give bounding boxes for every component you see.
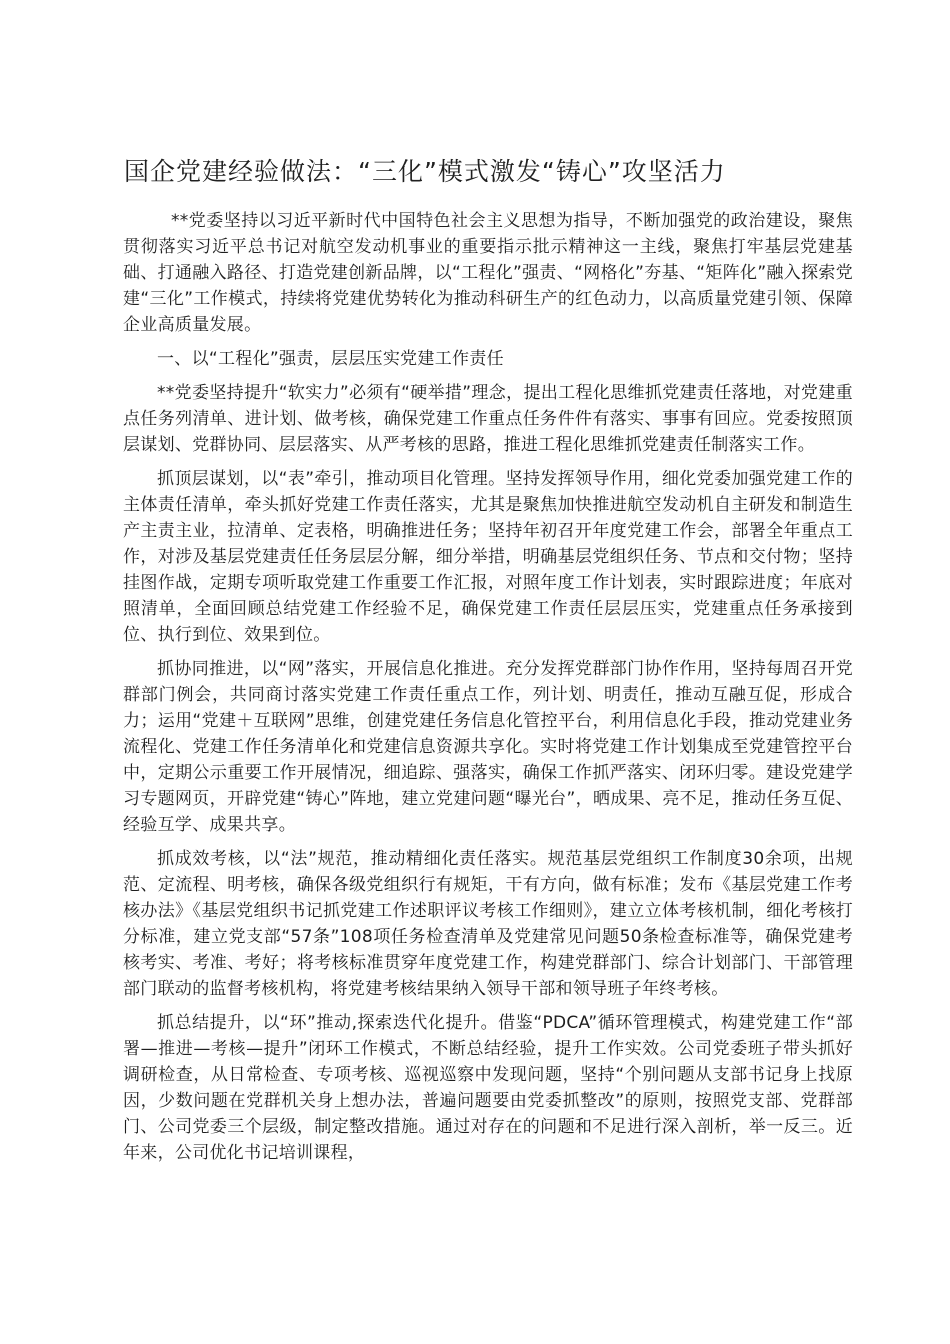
document-title: 国企党建经验做法：“三化”模式激发“铸心”攻坚活力 xyxy=(124,157,726,186)
body-paragraph: 抓成效考核，以“法”规范，推动精细化责任落实。规范基层党组织工作制度30余项，出规范、定流程、明考核，确保各级党组织行有规矩，干有方向，做有标准；发布《基层党建工作考核办法》《基层党组织书记抓党建工作述职评议考核工作细则》，建立立体考核机制，细化考核打分标准，建立党支部“57条”108项任务检查清单及党建常见问题50条检查标准等，确保党建考核考实、考准、考好；将考核标准贯穿年度党建工作，构建党群部门、综合计划部门、干部管理部门联动的监督考核机构，将党建考核结果纳入领导干部和领导班子年终考核。 xyxy=(123,849,853,999)
body-paragraph: 抓协同推进，以“网”落实，开展信息化推进。充分发挥党群部门协作作用，坚持每周召开党群部门例会，共同商讨落实党建工作责任重点工作，列计划、明责任，推动互融互促，形成合力；运用“党建＋互联网”思维，创建党建任务信息化管控平台，利用信息化手段，推动党建业务流程化、党建工作任务清单化和党建信息资源共享化。实时将党建工作计划集成至党建管控平台中，定期公示重要工作开展情况，细追踪、强落实，确保工作抓严落实、闭环归零。建设党建学习专题网页，开辟党建“铸心”阵地，建立党建问题“曝光台”，晒成果、亮不足，推动任务互促、经验互学、成果共享。 xyxy=(123,659,853,835)
document-body xyxy=(123,208,853,1174)
body-paragraph: **党委坚持提升“软实力”必须有“硬举措”理念，提出工程化思维抓党建责任落地，对党建重点任务列清单、进计划、做考核，确保党建工作重点任务件件有落实、事事有回应。党委按照顶层谋划、党群协同、层层落实、从严考核的思路，推进工程化思维抓党建责任制落实工作。 xyxy=(123,383,853,455)
body-paragraph: 抓总结提升，以“环”推动,探索迭代化提升。借鉴“PDCA”循环管理模式，构建党建工作“部署—推进—考核—提升”闭环工作模式，不断总结经验，提升工作实效。公司党委班子带头抓好调研检查，从日常检查、专项考核、巡视巡察中发现问题，坚持“个别问题从支部书记身上找原因，少数问题在党群机关身上想办法，普遍问题要由党委抓整改”的原则，按照党支部、党群部门、公司党委三个层级，制定整改措施。通过对存在的问题和不足进行深入剖析，举一反三。近年来，公司优化书记培训课程， xyxy=(123,1013,853,1163)
intro-paragraph: **党委坚持以习近平新时代中国特色社会主义思想为指导，不断加强党的政治建设，聚焦贯彻落实习近平总书记对航空发动机事业的重要指示批示精神这一主线，聚焦打牢基层党建基础、打通融入路径、打造党建创新品牌，以“工程化”强责、“网格化”夯基、“矩阵化”融入探索党建“三化”工作模式，持续将党建优势转化为推动科研生产的红色动力，以高质量党建引领、保障企业高质量发展。 xyxy=(123,211,853,335)
body-paragraph: 抓顶层谋划，以“表”牵引，推动项目化管理。坚持发挥领导作用，细化党委加强党建工作的主体责任清单，牵头抓好党建工作责任落实，尤其是聚焦加快推进航空发动机自主研发和制造生产主责主业，拉清单、定表格，明确推进任务；坚持年初召开年度党建工作会，部署全年重点工作，对涉及基层党建责任任务层层分解，细分举措，明确基层党组织任务、节点和交付物；坚持挂图作战，定期专项听取党建工作重要工作汇报，对照年度工作计划表，实时跟踪进度；年底对照清单，全面回顾总结党建工作经验不足，确保党建工作责任层层压实，党建重点任务承接到位、执行到位、效果到位。 xyxy=(123,469,853,645)
section-heading: 一、以“工程化”强责，层层压实党建工作责任 xyxy=(157,349,504,369)
